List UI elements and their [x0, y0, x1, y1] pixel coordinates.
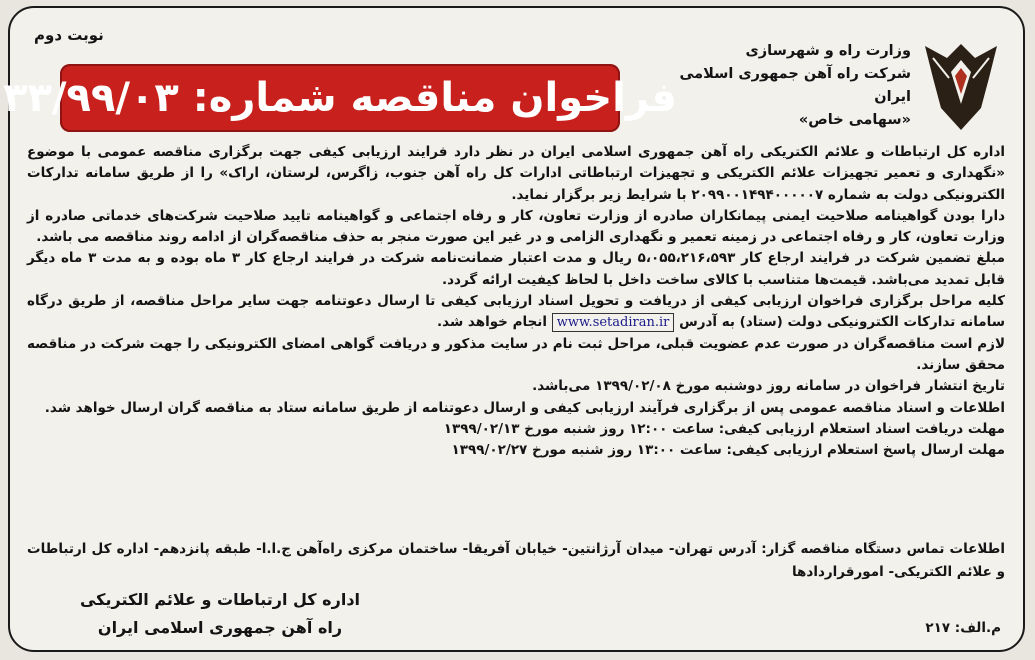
- paragraph-procedure: [27, 291, 1005, 334]
- paragraph-intro: [27, 142, 1005, 206]
- issuer-lead: اداره کل ارتباطات و علائم الکتریکی راه آهن جمهوری اسلامی ایران: [540, 144, 1005, 160]
- contact-info: اطلاعات تماس دستگاه مناقصه گزار: آدرس تهران- میدان آرژانتین- خیابان آفریقا- ساختمان مرکزی راه‌آهن ج.ا.ا- طبقه پانزدهم- اداره کل ارتباطات و علائم الکتریکی- امورقراردادها: [27, 541, 1005, 580]
- issuer-line-2: راه آهن جمهوری اسلامی ایران: [97, 618, 343, 637]
- deadline-receive-value: ساعت ۱۲:۰۰ روز شنبه مورخ ۱۳۹۹/۰۲/۱۳: [443, 420, 719, 437]
- notice-body: [27, 142, 1005, 461]
- deadline-receive-label: مهلت دریافت اسناد استعلام ارزیابی کیفی:: [718, 420, 1005, 437]
- paragraph-registration: لازم است مناقصه‌گران در صورت عدم عضویت قبلی، مراحل ثبت نام در سایت مذکور و دریافت گواهی امضای الکترونیکی را جهت شرکت در مناقصه محقق سازند.: [27, 335, 1005, 373]
- title-banner: [3, 64, 677, 132]
- procedure-end: انجام خواهد شد.: [437, 314, 548, 331]
- intro-text: در نظر دارد فرایند ارزیابی کیفی جهت برگزاری مناقصه عمومی با موضوع «نگهداری و تعمیر تجهیزات علائم الکتریکی و تجهیزات ارتباطاتی ادارات کل راه آهن جنوب، زاگرس، لرستان، اراک» را از طریق سامانه تدارکات الکترونیکی دولت به شماره ۲۰۹۹۰۰۱۴۹۴۰۰۰۰۰۷ با شرایط زیر برگزار نماید.: [27, 144, 1005, 203]
- railway-emblem-icon: [919, 38, 1003, 134]
- paragraph-documents: اطلاعات و اسناد مناقصه عمومی پس از برگزاری فرآیند ارزیابی کیفی و ارسال دعوتنامه از طریق سامانه ستاد به مناقصه گران ارسال خواهد شد.: [44, 399, 1005, 416]
- round-label: نوبت دوم: [34, 26, 104, 44]
- tender-notice: [3, 6, 1025, 652]
- setad-link[interactable]: www.setadiran.ir: [552, 313, 675, 332]
- issuer-line-1: اداره کل ارتباطات و علائم الکتریکی: [79, 590, 361, 609]
- organization-block: [671, 40, 911, 132]
- deadline-submit-label: مهلت ارسال پاسخ استعلام ارزیابی کیفی:: [726, 442, 1005, 459]
- reference-number: م.الف: ۲۱۷: [925, 620, 1001, 636]
- ministry-name: وزارت راه و شهرسازی: [745, 43, 911, 59]
- paragraph-qualification: دارا بودن گواهینامه صلاحیت ایمنی پیمانکاران صادره از وزارت تعاون، کار و رفاه اجتماعی و گواهینامه تایید صلاحیت شرکت‌های خدماتی صادره از وزارت تعاون، کار و رفاه اجتماعی در زمینه تعمیر و نگهداری الزامی و در غیر این صورت منجر به حذف مناقصه‌گران از ادامه روند مناقصه می باشد.: [27, 207, 1005, 246]
- procedure-text: کلیه مراحل برگزاری فراخوان ارزیابی کیفی از دریافت و تحویل اسناد ارزیابی کیفی تا ارسال دعوتنامه جهت سایر مراحل مناقصه، از طریق درگاه سامانه تدارکات الکترونیکی دولت (ستاد) به آدرس: [27, 293, 1005, 331]
- deadline-submit-value: ساعت ۱۳:۰۰ روز شنبه مورخ ۱۳۹۹/۰۲/۲۷: [451, 442, 727, 459]
- page-title: فراخوان مناقصه شماره: ۳۳/۹۹/۰۳: [3, 75, 677, 121]
- paragraph-guarantee: مبلغ تضمین شرکت در فرایند ارجاع کار ۵،۰۵۵،۲۱۶،۵۹۳ ریال و مدت اعتبار ضمانت‌نامه شرکت در فرایند ارجاع کار ۳ ماه بوده و به مدت ۳ ماه دیگر قابل تمدید می‌باشد. قیمت‌ها متناسب با کالای ساخت داخل با لحاظ کیفیت ارائه گردد.: [27, 250, 1005, 288]
- company-name: شرکت راه آهن جمهوری اسلامی ایران: [679, 66, 911, 105]
- paragraph-publish-date: تاریخ انتشار فراخوان در سامانه روز دوشنبه مورخ ۱۳۹۹/۰۲/۰۸ می‌باشد.: [532, 378, 1005, 395]
- issuer-signature: [70, 586, 370, 642]
- deadline-submit: [27, 440, 1005, 461]
- company-type: «سهامی خاص»: [798, 112, 911, 128]
- deadline-receive: [27, 419, 1005, 440]
